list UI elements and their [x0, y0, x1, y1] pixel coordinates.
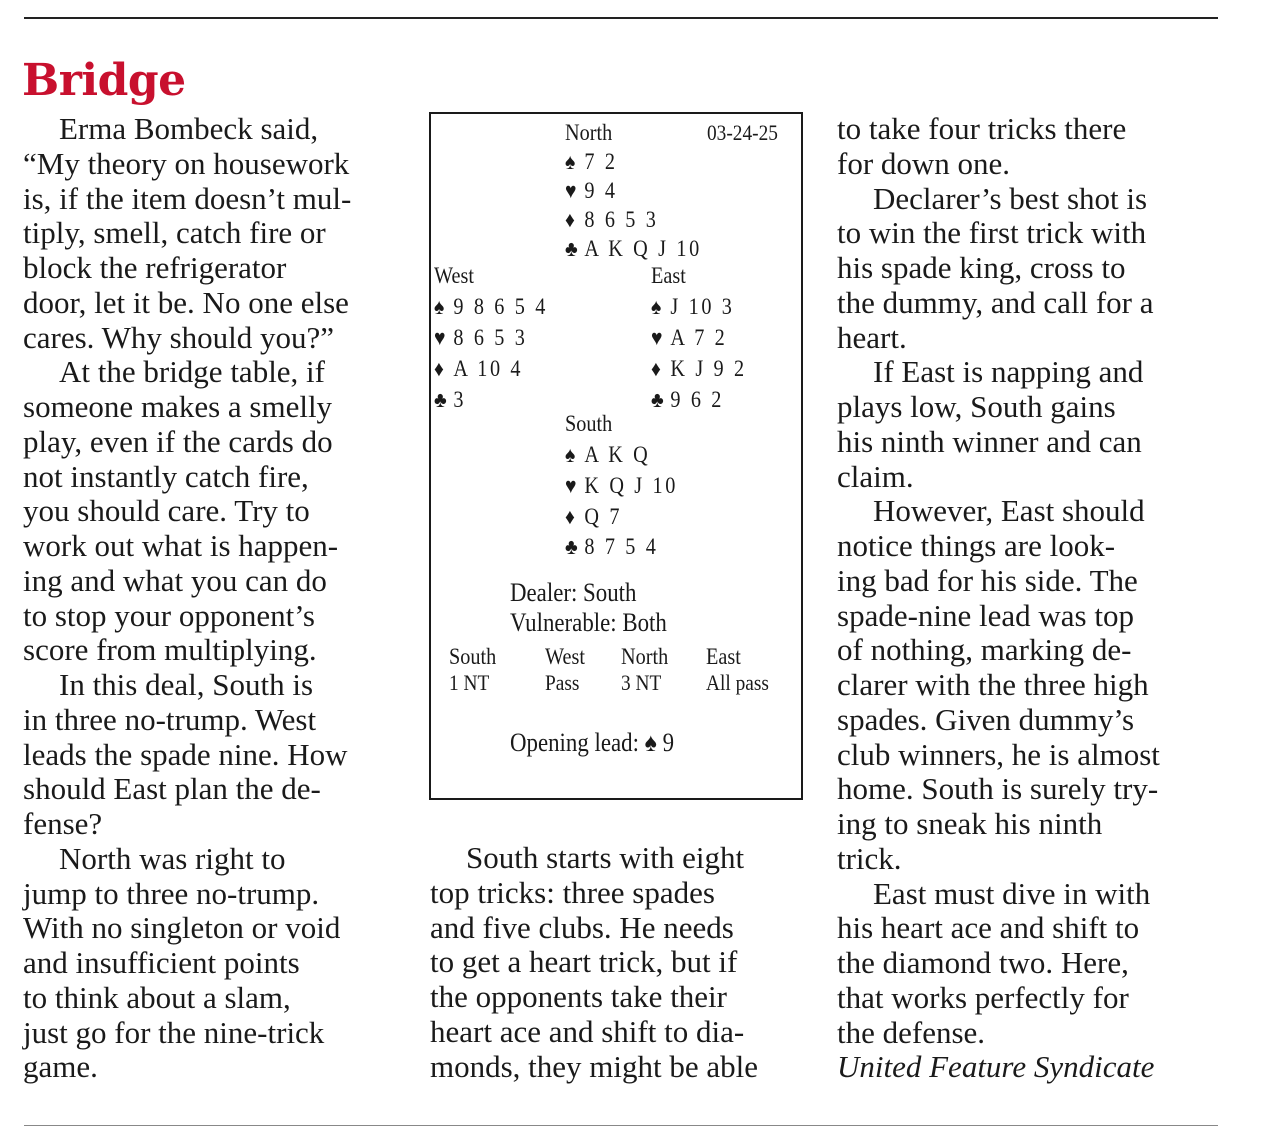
east-hearts: ♥ A 7 2	[651, 325, 728, 350]
west-label: West	[434, 263, 474, 288]
bridge-deal-diagram	[429, 112, 803, 800]
diamond-icon: ♦	[434, 356, 447, 381]
vulnerability-info: Vulnerable: Both	[510, 608, 667, 637]
text-line: cares. Why should you?”	[23, 319, 335, 355]
text-line: work out what is happen-	[23, 528, 339, 563]
text-line: the opponents take their	[430, 979, 727, 1014]
east-label: East	[651, 263, 686, 288]
text-line: ing to sneak his ninth	[837, 806, 1103, 841]
text-line: his heart ace and shift to	[837, 910, 1140, 946]
text-line: to take four tricks there	[837, 111, 1127, 146]
heart-icon: ♥	[434, 325, 449, 350]
text-line: Declarer’s best shot is	[873, 180, 1148, 216]
text-line: not instantly catch fire,	[23, 458, 309, 494]
page-title: Bridge	[22, 55, 186, 106]
bidding-header-west: West	[545, 644, 585, 669]
text-line: leads the spade nine. How	[23, 736, 348, 772]
east-diamonds: ♦ K J 9 2	[651, 356, 747, 381]
north-spades: ♠ 7 2	[565, 149, 618, 174]
text-line: the diamond two. Here,	[837, 945, 1129, 980]
bid-north: 3 NT	[621, 670, 662, 695]
text-line: to stop your opponent’s	[23, 597, 315, 633]
text-line: block the refrigerator	[23, 250, 287, 285]
text-line: and five clubs. He needs	[430, 909, 734, 945]
syndicate-credit: United Feature Syndicate	[837, 1049, 1155, 1085]
text-line: jump to three no-trump.	[23, 875, 320, 911]
spade-icon: ♠	[651, 294, 664, 319]
text-line: game.	[23, 1049, 98, 1085]
spade-icon: ♠	[565, 149, 578, 174]
diamond-icon: ♦	[565, 504, 578, 529]
south-spades: ♠ A K Q	[565, 442, 651, 467]
west-hearts: ♥ 8 6 5 3	[434, 325, 528, 350]
heart-icon: ♥	[565, 178, 580, 203]
north-hearts: ♥ 9 4	[565, 178, 618, 203]
west-clubs: ♣ 3	[434, 387, 467, 412]
bidding-header-south: South	[449, 644, 497, 669]
text-line: trick.	[837, 840, 902, 876]
text-line: to win the first trick with	[837, 215, 1147, 251]
text-line: In this deal, South is	[59, 667, 314, 702]
bid-east: All pass	[706, 670, 769, 695]
text-line: With no singleton or void	[23, 910, 341, 946]
text-line: spades. Given dummy’s	[837, 701, 1135, 737]
text-line: fense?	[23, 806, 103, 841]
text-line: East must dive in with	[873, 875, 1151, 911]
text-line: South starts with eight	[466, 840, 745, 875]
text-line: top tricks: three spades	[430, 874, 715, 910]
east-spades: ♠ J 10 3	[651, 294, 735, 319]
deal-date: 03-24-25	[707, 120, 778, 145]
bidding-header-east: East	[706, 644, 741, 669]
text-line: North was right to	[59, 840, 286, 876]
club-icon: ♣	[434, 387, 450, 412]
text-line: ing bad for his side. The	[837, 562, 1138, 598]
text-line: Erma Bombeck said,	[59, 111, 319, 146]
text-line: ing and what you can do	[23, 562, 327, 598]
club-icon: ♣	[565, 534, 581, 559]
text-line: that works perfectly for	[837, 979, 1129, 1015]
spade-icon: ♠	[565, 442, 578, 467]
bid-south: 1 NT	[449, 670, 490, 695]
text-line: you should care. Try to	[23, 493, 310, 529]
text-line: his ninth winner and can	[837, 423, 1142, 459]
top-rule	[24, 17, 1218, 19]
text-line: for down one.	[837, 145, 1011, 181]
bottom-rule	[24, 1125, 1218, 1126]
text-line: of nothing, marking de-	[837, 632, 1132, 668]
text-line: spade-nine lead was top	[837, 597, 1134, 633]
text-line: play, even if the cards do	[23, 423, 333, 459]
opening-lead: Opening lead: ♠ 9	[510, 728, 675, 757]
south-diamonds: ♦ Q 7	[565, 504, 623, 529]
south-label: South	[565, 411, 613, 436]
article-column-2	[430, 841, 758, 1084]
text-line: tiply, smell, catch fire or	[23, 215, 326, 251]
text-line: However, East should	[873, 493, 1145, 529]
text-line: “My theory on housework	[23, 145, 350, 181]
text-line: notice things are look-	[837, 528, 1116, 563]
west-spades: ♠ 9 8 6 5 4	[434, 294, 548, 319]
spade-icon: ♠	[434, 294, 447, 319]
text-line: heart ace and shift to dia-	[430, 1013, 745, 1049]
text-line: monds, they might be able	[430, 1048, 759, 1084]
text-line: his spade king, cross to	[837, 250, 1126, 285]
diamond-icon: ♦	[651, 356, 664, 381]
text-line: door, let it be. No one else	[23, 284, 349, 320]
west-diamonds: ♦ A 10 4	[434, 356, 524, 381]
text-line: to think about a slam,	[23, 979, 291, 1015]
text-line: heart.	[837, 319, 907, 355]
heart-icon: ♥	[651, 325, 666, 350]
text-line: score from multiplying.	[23, 632, 317, 668]
text-line: is, if the item doesn’t mul-	[23, 180, 352, 216]
text-line: the dummy, and call for a	[837, 284, 1154, 320]
text-line: someone makes a smelly	[23, 389, 333, 424]
north-diamonds: ♦ 8 6 5 3	[565, 207, 659, 232]
bid-west: Pass	[545, 670, 580, 695]
text-line: should East plan the de-	[23, 771, 321, 807]
diamond-icon: ♦	[565, 207, 578, 232]
text-line: clarer with the three high	[837, 667, 1149, 702]
text-line: just go for the nine-trick	[23, 1014, 325, 1050]
text-line: club winners, he is almost	[837, 736, 1160, 772]
north-label: North	[565, 120, 613, 145]
text-line: home. South is surely try-	[837, 771, 1159, 807]
text-line: in three no-trump. West	[23, 701, 317, 737]
text-line: and insufficient points	[23, 945, 300, 980]
text-line: to get a heart trick, but if	[430, 944, 738, 980]
article-column-1	[23, 112, 351, 1085]
text-line: If East is napping and	[873, 354, 1144, 390]
text-line: At the bridge table, if	[59, 354, 325, 390]
heart-icon: ♥	[565, 473, 580, 498]
club-icon: ♣	[651, 387, 667, 412]
bidding-header-north: North	[621, 644, 669, 669]
text-line: the defense.	[837, 1014, 986, 1050]
east-clubs: ♣ 9 6 2	[651, 387, 725, 412]
club-icon: ♣	[565, 236, 581, 261]
article-column-3	[837, 112, 1160, 1085]
south-clubs: ♣ 8 7 5 4	[565, 534, 659, 559]
text-line: claim.	[837, 458, 914, 494]
text-line: plays low, South gains	[837, 389, 1116, 424]
south-hearts: ♥ K Q J 10	[565, 473, 679, 498]
north-clubs: ♣ A K Q J 10	[565, 236, 702, 261]
dealer-info: Dealer: South	[510, 578, 637, 607]
